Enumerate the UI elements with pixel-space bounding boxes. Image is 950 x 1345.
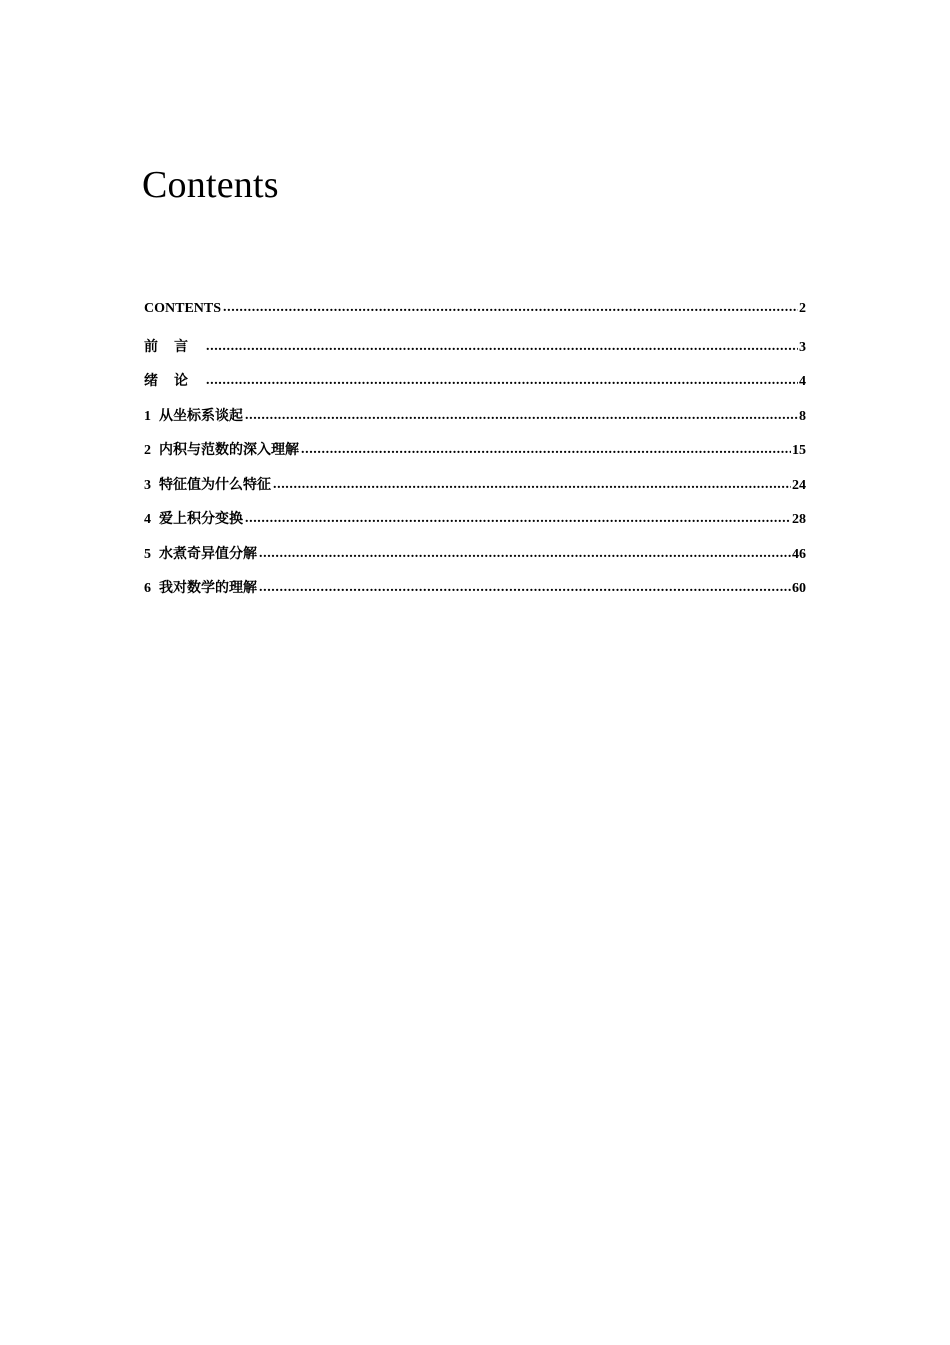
toc-entry-label: 绪论: [144, 374, 204, 389]
dot-leader: [273, 477, 791, 493]
toc-entry-page-number: 28: [792, 512, 806, 527]
toc-entry-contents[interactable]: [144, 301, 806, 336]
dot-leader: [206, 339, 798, 355]
toc-entry-label: 爱上积分变换: [159, 512, 243, 527]
toc-entry-number: 5: [144, 546, 151, 562]
dot-leader: [301, 442, 791, 458]
toc-entry-number: 3: [144, 477, 151, 493]
toc-entry-number: 6: [144, 581, 151, 596]
toc-entry-chapter-5[interactable]: [144, 543, 806, 578]
toc-entry-page-number: 24: [792, 477, 806, 493]
dot-leader: [206, 373, 798, 389]
toc-entry-page-number: 15: [792, 443, 806, 458]
toc-entry-page-number: 2: [799, 301, 806, 316]
table-of-contents: [144, 301, 806, 612]
dot-leader: [245, 511, 791, 527]
toc-entry-chapter-4[interactable]: [144, 508, 806, 543]
toc-entry-label: 我对数学的理解: [159, 581, 257, 596]
dot-leader: [259, 546, 791, 562]
toc-entry-number: 1: [144, 408, 151, 424]
toc-entry-page-number: 4: [799, 374, 806, 389]
toc-entry-chapter-3[interactable]: [144, 474, 806, 509]
toc-entry-number: 2: [144, 443, 151, 458]
toc-entry-chapter-6[interactable]: [144, 577, 806, 612]
toc-entry-chapter-2[interactable]: [144, 439, 806, 474]
toc-entry-page-number: 3: [799, 339, 806, 355]
toc-entry-page-number: 8: [799, 408, 806, 424]
toc-entry-label: 水煮奇异值分解: [159, 546, 257, 562]
toc-entry-label: 特征值为什么特征: [159, 477, 271, 493]
toc-entry-chapter-1[interactable]: [144, 405, 806, 440]
toc-entry-label: 前言: [144, 339, 204, 355]
toc-entry-introduction[interactable]: [144, 370, 806, 405]
toc-entry-label: 内积与范数的深入理解: [159, 443, 299, 458]
dot-leader: [259, 580, 791, 596]
toc-entry-label: 从坐标系谈起: [159, 408, 243, 424]
page-title: Contents: [142, 164, 279, 206]
toc-entry-page-number: 46: [792, 546, 806, 562]
dot-leader: [223, 300, 798, 316]
toc-entry-label: CONTENTS: [144, 301, 222, 316]
toc-entry-number: 4: [144, 512, 151, 527]
toc-entry-preface[interactable]: [144, 336, 806, 371]
toc-entry-page-number: 60: [792, 581, 806, 596]
dot-leader: [245, 408, 798, 424]
